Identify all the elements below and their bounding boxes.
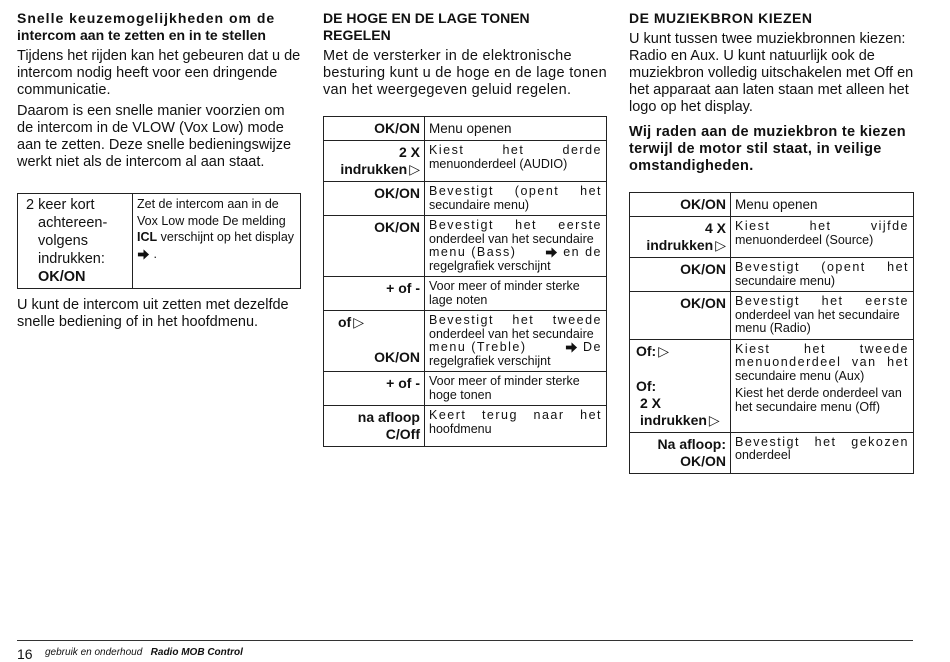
table-desc-cell: Menu openen <box>425 117 607 141</box>
table-key-cell: OK/ON <box>630 193 731 217</box>
desc-line: secundaire menu) <box>735 273 836 288</box>
triangle-right-icon: ▷ <box>708 411 720 428</box>
table-row <box>630 217 914 258</box>
table-desc-cell <box>425 141 607 182</box>
key-line-okon: OK/ON <box>374 349 420 365</box>
table-desc-cell <box>425 406 607 447</box>
table-key-cell: + of - <box>324 277 425 311</box>
table-key-cell: OK/ON <box>324 216 425 277</box>
triangle-right-icon: ▷ <box>658 342 669 359</box>
tones-instruction-table <box>323 116 607 447</box>
desc-line <box>429 246 602 260</box>
table-row <box>630 432 914 473</box>
desc-line: regelgrafiek verschijnt <box>429 258 551 273</box>
table-key-cell: OK/ON <box>630 258 731 292</box>
right-arrow-icon <box>137 248 150 261</box>
desc-line: Bevestigt het tweede <box>429 313 602 327</box>
table-desc-cell <box>133 194 301 289</box>
desc-line: onderdeel van het secundaire <box>735 307 900 322</box>
key-text: Of: <box>636 342 657 359</box>
key-line: volgens <box>38 233 88 249</box>
key-line: 2 keer kort <box>26 197 95 213</box>
paragraph-music-intro: U kunt tussen twee muziekbronnen kiezen: Radio en Aux. U kunt natuurlijk ook de muziekbron volledig uitschakelen met Off en het apparaat aan laten staan met alleen het logo op het display. <box>629 31 914 115</box>
desc-line: Kiest het derde <box>429 143 602 157</box>
desc-line: Kiest het vijfde <box>735 219 909 233</box>
key-line: Of: <box>636 377 657 394</box>
intercom-instruction-table <box>17 193 301 289</box>
desc-line: menuonderdeel (Source) <box>735 232 874 247</box>
table-key-cell <box>630 339 731 432</box>
section-heading-music-source: DE MUZIEKBRON KIEZEN <box>629 10 813 26</box>
desc-line: onderdeel <box>735 448 791 462</box>
desc-text-with-arrow <box>565 341 602 355</box>
key-line: achtereen- <box>38 215 108 231</box>
desc-line: regelgrafiek verschijnt <box>429 353 551 368</box>
desc-line: Kiest het tweede <box>735 341 909 356</box>
table-desc-cell: Voor meer of minder sterke hoge tonen <box>425 372 607 406</box>
table-key-cell <box>324 311 425 372</box>
table-row <box>630 193 914 217</box>
key-line <box>634 237 726 254</box>
section-heading-intercom-line1: Snelle keuzemogelijkheden om de <box>17 10 276 26</box>
table-row <box>324 372 607 406</box>
key-text: indrukken <box>640 411 707 428</box>
table-row <box>324 117 607 141</box>
desc-line: hoofdmenu <box>429 421 492 436</box>
desc-line: Bevestigt het gekozen <box>735 434 909 449</box>
paragraph-music-advice: Wij raden aan de muziekbron te kiezen terwijl de motor stil staat, in veilige omstandigheden. <box>629 124 906 174</box>
key-line: C/Off <box>385 426 420 442</box>
key-line: OK/ON <box>680 452 726 469</box>
desc-line: Bevestigt het eerste <box>735 294 909 308</box>
desc-line: menuonderdeel (AUDIO) <box>429 156 568 171</box>
right-arrow-icon <box>545 246 558 259</box>
table-desc-cell <box>731 258 914 292</box>
column-intercom <box>17 10 301 331</box>
key-line: Na afloop: <box>657 435 726 452</box>
footer-prefix: gebruik en onderhoud <box>45 647 143 658</box>
paragraph-tones-intro: Met de versterker in de elektronische besturing kunt u de hoge en de lage tonen van het weergegeven geluid regelen. <box>323 48 607 98</box>
table-key-cell <box>18 194 133 289</box>
key-line: 4 X <box>704 220 726 236</box>
table-key-cell: OK/ON <box>324 117 425 141</box>
table-key-cell <box>630 217 731 258</box>
paragraph-intercom-off: U kunt de intercom uit zetten met dezelfde snelle bediening of in het hoofdmenu. <box>17 297 289 330</box>
table-row <box>18 194 301 289</box>
table-key-cell <box>324 406 425 447</box>
key-line <box>636 412 726 429</box>
desc-line: menuonderdeel van het <box>735 355 909 369</box>
table-desc-cell <box>425 311 607 372</box>
key-line: na afloop <box>357 409 420 425</box>
key-line <box>328 161 420 178</box>
table-key-cell: + of - <box>324 372 425 406</box>
table-desc-cell <box>731 217 914 258</box>
desc-text: De <box>583 340 602 354</box>
desc-text-with-arrow <box>545 246 602 260</box>
desc-line: menu (Radio) <box>735 321 811 335</box>
table-key-cell: OK/ON <box>324 182 425 216</box>
desc-line: Keert terug naar het <box>429 408 602 422</box>
triangle-right-icon: ▷ <box>409 161 420 177</box>
page-number: 16 <box>17 646 33 662</box>
key-line: indrukken: <box>38 251 105 267</box>
table-desc-cell <box>425 216 607 277</box>
table-key-cell <box>630 432 731 473</box>
section-heading-intercom-line2: intercom aan te zetten en in te stellen <box>17 27 266 43</box>
table-row <box>324 216 607 277</box>
table-desc-cell <box>731 292 914 340</box>
table-row <box>324 311 607 372</box>
table-row <box>324 182 607 216</box>
key-text: indrukken <box>340 161 408 177</box>
desc-line: Bevestigt (opent het <box>735 260 909 274</box>
footer-title: Radio MOB Control <box>150 647 243 658</box>
triangle-right-icon: ▷ <box>353 314 364 330</box>
table-row <box>324 406 607 447</box>
desc-line: Bevestigt het eerste <box>429 218 602 232</box>
section-heading-tones-line1: DE HOGE EN DE LAGE TONEN <box>323 10 530 26</box>
key-text: indrukken <box>646 237 714 253</box>
footer-text <box>45 647 243 658</box>
paragraph-intercom-intro: Tijdens het rijden kan het gebeuren dat u de intercom nodig heeft voor een dringende communicatie. <box>17 48 301 98</box>
desc-line: onderdeel van het secundaire <box>429 231 594 246</box>
desc-text: Zet de intercom aan in de Vox Low mode De melding <box>137 197 286 228</box>
music-source-instruction-table <box>629 192 914 474</box>
table-desc-cell <box>731 339 914 432</box>
table-row <box>630 292 914 340</box>
paragraph-intercom-vlow: Daarom is een snelle manier voorzien om de intercom in de VLOW (Vox Low) mode aan te zetten. Deze snelle bedieningswijze werkt niet als de intercom al aan staat. <box>17 103 292 170</box>
desc-line: secundaire menu (Aux) <box>735 368 865 383</box>
section-heading-tones-line2: REGELEN <box>323 27 391 43</box>
key-line <box>338 314 420 331</box>
desc-line: secundaire menu) <box>429 197 530 212</box>
desc-text: menu (Bass) <box>429 245 517 259</box>
desc-line <box>429 341 602 355</box>
desc-end: . <box>153 246 157 261</box>
table-row <box>324 277 607 311</box>
table-key-cell <box>324 141 425 182</box>
key-line: 2 X <box>640 394 662 411</box>
desc-text: en de <box>563 245 602 259</box>
table-desc-cell <box>731 432 914 473</box>
table-row <box>630 258 914 292</box>
page-footer <box>17 640 913 661</box>
desc-bold-icl: ICL <box>137 230 158 244</box>
table-desc-cell: Voor meer of minder sterke lage noten <box>425 277 607 311</box>
triangle-right-icon: ▷ <box>715 237 726 253</box>
right-arrow-icon <box>565 341 578 354</box>
desc-line: onderdeel van het secundaire <box>429 326 594 341</box>
desc-text: menu (Treble) <box>429 340 527 354</box>
key-line <box>636 343 726 360</box>
table-row <box>324 141 607 182</box>
key-text: of <box>338 314 352 330</box>
table-key-cell: OK/ON <box>630 292 731 340</box>
column-tones <box>323 10 607 447</box>
desc-line: Bevestigt (opent het <box>429 184 602 198</box>
table-desc-cell: Menu openen <box>731 193 914 217</box>
key-line-okon: OK/ON <box>38 269 86 285</box>
column-music-source <box>629 10 914 474</box>
desc-tail: verschijnt op het display <box>160 230 295 244</box>
table-row <box>630 339 914 432</box>
table-desc-cell <box>425 182 607 216</box>
desc-line: Kiest het derde onderdeel van het secundaire menu (Off) <box>735 386 902 414</box>
key-line: 2 X <box>398 144 420 160</box>
